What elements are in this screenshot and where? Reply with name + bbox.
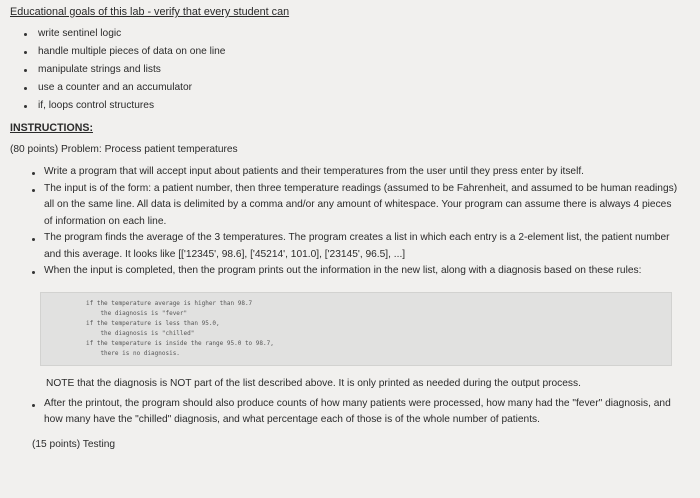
- problem-bullets: [32, 164, 682, 280]
- problem-title: Problem: Process patient temperatures: [60, 143, 238, 155]
- list-item: handle multiple pieces of data on one line: [24, 43, 686, 61]
- list-item: write sentinel logic: [24, 25, 686, 43]
- code-line: the diagnosis is "chilled": [86, 329, 195, 337]
- list-item: if, loops control structures: [24, 97, 686, 115]
- goals-heading: Educational goals of this lab - verify that every student can: [10, 6, 290, 18]
- code-line: there is no diagnosis.: [86, 349, 180, 357]
- list-item: use a counter and an accumulator: [24, 79, 686, 97]
- list-item: The input is of the form: a patient number, then three temperature readings (assumed to be Fahrenheit, and assumed to be human readings) all on the same line. All data is delimited by a comma and/or any amount of whitespace. Your program can assume there is always 4 pieces of information on each line.: [32, 181, 682, 231]
- problem-points: (80 points): [10, 143, 59, 155]
- testing-title: Testing: [82, 438, 116, 450]
- after-bullets: [32, 396, 682, 429]
- problem-heading: [10, 143, 686, 156]
- note-text: NOTE that the diagnosis is NOT part of the list described above. It is only printed as needed during the output process.: [46, 377, 581, 389]
- code-line: if the temperature is inside the range 95.0 to 98.7,: [86, 339, 274, 347]
- list-item: When the input is completed, then the program prints out the information in the new list, along with a diagnosis based on these rules:: [32, 263, 682, 280]
- instructions-title: INSTRUCTIONS:: [10, 122, 93, 135]
- testing-heading: [32, 438, 686, 451]
- list-item: After the printout, the program should also produce counts of how many patients were processed, how many had the "fever" diagnosis, and how many have the "chilled" diagnosis, and what percentage each of those is of the whole number of patients.: [32, 396, 682, 429]
- code-line: if the temperature average is higher than 98.7: [86, 299, 253, 307]
- list-item: The program finds the average of the 3 temperatures. The program creates a list in which each entry is a 2-element list, the patient number and this average. It looks like [['12345', 98.6], ['45214', 101.0], ['23145', 96.5], ...]: [32, 230, 682, 263]
- code-line: the diagnosis is "fever": [86, 309, 188, 317]
- code-line: if the temperature is less than 95.0,: [86, 319, 220, 327]
- list-item: Write a program that will accept input about patients and their temperatures from the user until they press enter by itself.: [32, 164, 682, 181]
- code-block: [40, 292, 672, 366]
- testing-points: (15 points): [32, 438, 81, 450]
- goals-list: [24, 25, 686, 115]
- list-item: manipulate strings and lists: [24, 61, 686, 79]
